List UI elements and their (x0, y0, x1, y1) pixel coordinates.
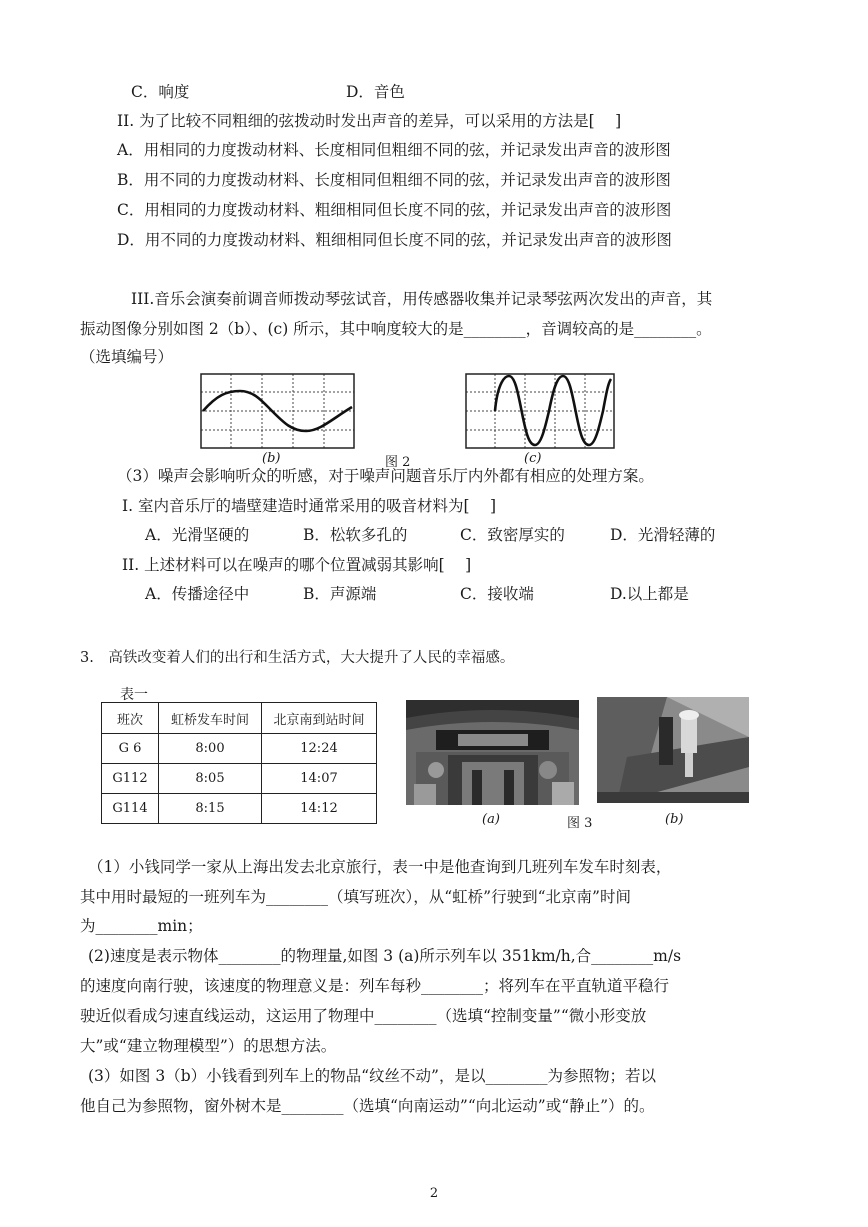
option-a-smooth: A．光滑坚硬的 (145, 526, 250, 544)
option-b: B．用不同的力度拨动材料、长度相同但粗细不同的弦，并记录发出声音的波形图 (117, 171, 671, 189)
train-speed-display-photo (406, 700, 579, 805)
table-cell: 12:24 (262, 734, 377, 764)
question-3-1: （1）小钱同学一家从上海出发去北京旅行，表一中是他查询到几班列车发车时刻表， (88, 858, 672, 876)
figure2-caption: 图 2 (385, 455, 411, 470)
question-iii-cont: 振动图像分别如图 2（b）、(c) 所示，其中响度较大的是________，音调较高的是________。 (80, 320, 712, 338)
table-cell: G 6 (102, 734, 159, 764)
option-a-path: A．传播途径中 (145, 585, 250, 603)
option-b-source: B．声源端 (303, 585, 377, 603)
table-header: 虹桥发车时间 (159, 703, 262, 734)
question-3-title: 3. 高铁改变着人们的出行和生活方式，大大提升了人民的幸福感。 (80, 650, 515, 666)
table-header: 北京南到站时间 (262, 703, 377, 734)
table-cell: 8:15 (159, 794, 262, 824)
table-row (102, 734, 377, 764)
question-3-2-cont2: 驶近似看成匀速直线运动，这运用了物理中________（选填“控制变量”“微小形变放 (80, 1007, 647, 1025)
question-3-1-cont: 其中用时最短的一班列车为________（填写班次），从“虹桥”行驶到“北京南”时间 (80, 888, 631, 906)
option-d-timbre: D．音色 (346, 83, 405, 101)
question-ii-strings: II. 为了比较不同粗细的弦拨动时发出声音的差异，可以采用的方法是[ ] (117, 112, 622, 130)
table1-title: 表一 (120, 687, 148, 703)
waveform-c (465, 373, 615, 449)
question-3-3: (3）如图 3（b）小钱看到列车上的物品“纹丝不动”，是以________为参照物；若以 (88, 1067, 656, 1085)
question-3-1-end: 为________min； (80, 917, 203, 935)
option-c-receiver: C．接收端 (460, 585, 534, 603)
table-row (102, 794, 377, 824)
figure3-label-b: (b) (665, 812, 684, 827)
question-3-2: (2)速度是表示物体________的物理量,如图 3 (a)所示列车以 351km/h,合________m/s (88, 947, 682, 965)
question-3-2-cont: 的速度向南行驶，该速度的物理意义是：列车每秒________；将列车在平直轨道平稳行 (80, 977, 670, 995)
page-number: 2 (429, 1186, 439, 1201)
table-header: 班次 (102, 703, 159, 734)
question-ii-position: II. 上述材料可以在噪声的哪个位置减弱其影响[ ] (122, 556, 472, 574)
figure2-label-c: (c) (524, 451, 542, 466)
option-c-dense: C．致密厚实的 (460, 526, 565, 544)
table-cell: 8:00 (159, 734, 262, 764)
question-iii-hint: （选填编号） (80, 348, 174, 366)
option-a: A．用相同的力度拨动材料、长度相同但粗细不同的弦，并记录发出声音的波形图 (117, 141, 671, 159)
option-d-all: D.以上都是 (610, 585, 689, 603)
table-row (102, 764, 377, 794)
figure3-label-a: (a) (482, 812, 500, 827)
question-3-3-cont: 他自己为参照物，窗外树木是________（选填“向南运动”“向北运动”或“静止”）的。 (80, 1097, 655, 1115)
timetable (101, 702, 377, 824)
question-3-intro: （3）噪声会影响听众的听感，对于噪声问题音乐厅内外都有相应的处理方案。 (117, 467, 654, 485)
option-c-loudness: C．响度 (131, 83, 190, 101)
option-d-thin: D．光滑轻薄的 (610, 526, 716, 544)
figure2-label-b: (b) (262, 451, 281, 466)
table-cell: G112 (102, 764, 159, 794)
table-cell: G114 (102, 794, 159, 824)
question-3-2-end: 大”或“建立物理模型”）的思想方法。 (80, 1037, 337, 1055)
question-iii: III.音乐会演奏前调音师拨动琴弦试音，用传感器收集并记录琴弦两次发出的声音，其 (131, 290, 713, 308)
coin-on-train-photo (597, 697, 749, 803)
waveform-b (200, 373, 355, 449)
table-cell: 14:07 (262, 764, 377, 794)
table-cell: 14:12 (262, 794, 377, 824)
figure3-caption: 图 3 (567, 816, 593, 831)
table-cell: 8:05 (159, 764, 262, 794)
option-b-porous: B．松软多孔的 (303, 526, 408, 544)
option-c: C．用相同的力度拨动材料、粗细相同但长度不同的弦，并记录发出声音的波形图 (117, 201, 672, 219)
option-d: D．用不同的力度拨动材料、粗细相同但长度不同的弦，并记录发出声音的波形图 (117, 231, 672, 249)
question-i-material: I. 室内音乐厅的墙壁建造时通常采用的吸音材料为[ ] (122, 497, 496, 515)
